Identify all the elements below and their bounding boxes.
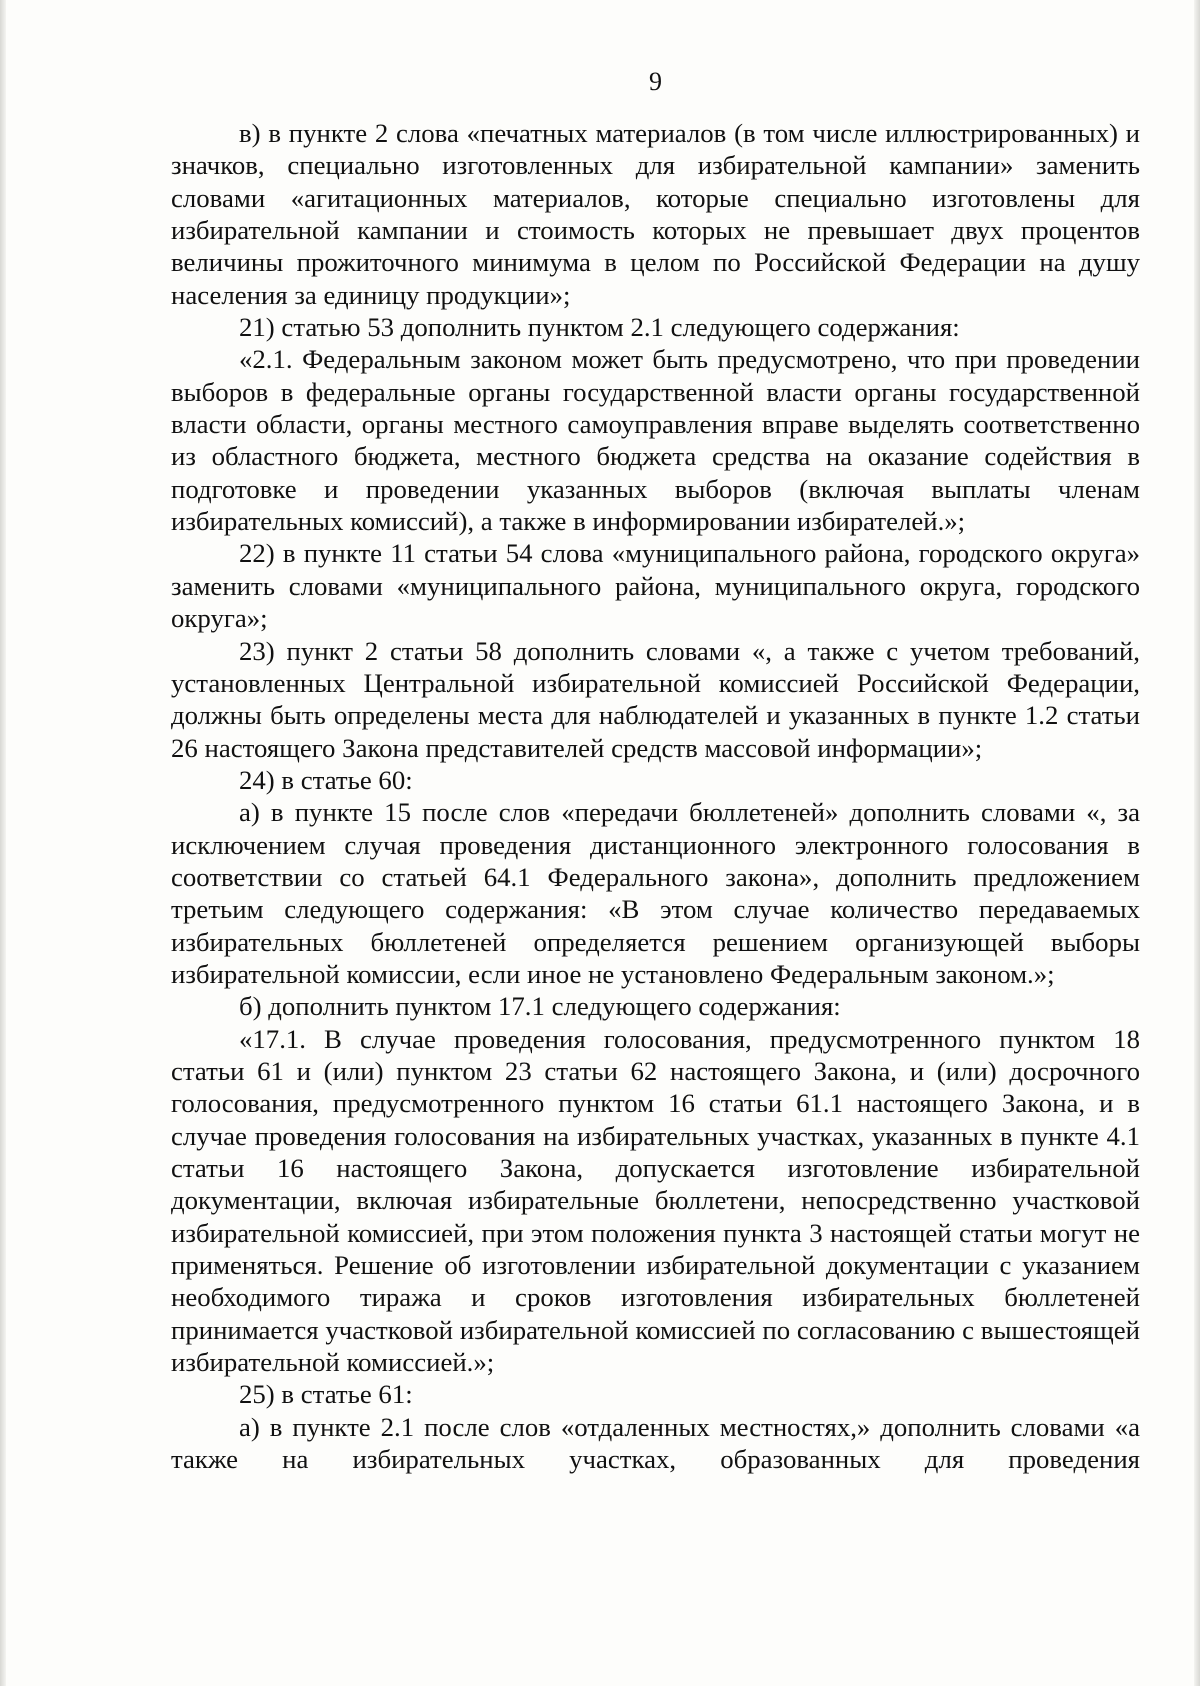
document-body	[171, 117, 1140, 1475]
paragraph-22: 22) в пункте 11 статьи 54 слова «муниципального района, городского округа» заменить словами «муниципального района, муниципального округа, городского округа»;	[171, 538, 1140, 634]
paragraph-23: 23) пункт 2 статьи 58 дополнить словами «, а также с учетом требований, установленных Центральной избирательной комиссией Российской Федерации, должны быть определены места для наблюдателей и указанных в пункте 1.2 статьи 26 настоящего Закона представителей средств массовой информации»;	[171, 635, 1140, 763]
page-number: 9	[649, 67, 662, 96]
paragraph-24-a: а) в пункте 15 после слов «передачи бюллетеней» дополнить словами «, за исключением случая проведения дистанционного электронного голосования в соответствии со статьей 64.1 Федерального закона», дополнить предложением третьим следующего содержания: «В этом случае количество передаваемых избирательных бюллетеней определяется решением организующей выборы избирательной комиссии, если иное не установлено Федеральным законом.»;	[171, 797, 1140, 989]
paragraph-25-a: а) в пункте 2.1 после слов «отдаленных местностях,» дополнить словами «а также на избирательных участках, образованных для проведения	[171, 1411, 1140, 1475]
paragraph-v-punkt-2: в) в пункте 2 слова «печатных материалов (в том числе иллюстрированных) и значков, специально изготовленных для избирательной кампании» заменить словами «агитационных материалов, которые специально изготовлены для избирательной кампании и стоимость которых не превышает двух процентов величины прожиточного минимума в целом по Российской Федерации на душу населения за единицу продукции»;	[171, 118, 1140, 310]
paragraph-17-1-quote: «17.1. В случае проведения голосования, предусмотренного пунктом 18 статьи 61 и (или) пунктом 23 статьи 62 настоящего Закона, и (или) досрочного голосования, предусмотренного пунктом 16 статьи 61.1 настоящего Закона, и в случае проведения голосования на избирательных участках, указанных в пункте 4.1 статьи 16 настоящего Закона, допускается изготовление избирательной документации, включая избирательные бюллетени, непосредственно участковой избирательной комиссией, при этом положения пункта 3 настоящей статьи могут не применяться. Решение об изготовлении избирательной документации с указанием необходимого тиража и сроков изготовления избирательных бюллетеней принимается участковой избирательной комиссией по согласованию с вышестоящей избирательной комиссией.»;	[171, 1023, 1140, 1378]
paragraph-21: 21) статью 53 дополнить пунктом 2.1 следующего содержания:	[239, 312, 960, 343]
scan-edge-right	[1194, 0, 1200, 1686]
scan-edge-left	[0, 0, 6, 1686]
paragraph-25: 25) в статье 61:	[239, 1379, 413, 1410]
paragraph-24-b: б) дополнить пунктом 17.1 следующего содержания:	[239, 991, 841, 1022]
paragraph-2-1-quote: «2.1. Федеральным законом может быть предусмотрено, что при проведении выборов в федеральные органы государственной власти органы государственной власти области, органы местного самоуправления вправе выделять соответственно из областного бюджета, местного бюджета средства на оказание содействия в подготовке и проведении указанных выборов (включая выплаты членам избирательных комиссий), а также в информировании избирателей.»;	[171, 344, 1140, 537]
paragraph-24: 24) в статье 60:	[239, 764, 413, 795]
